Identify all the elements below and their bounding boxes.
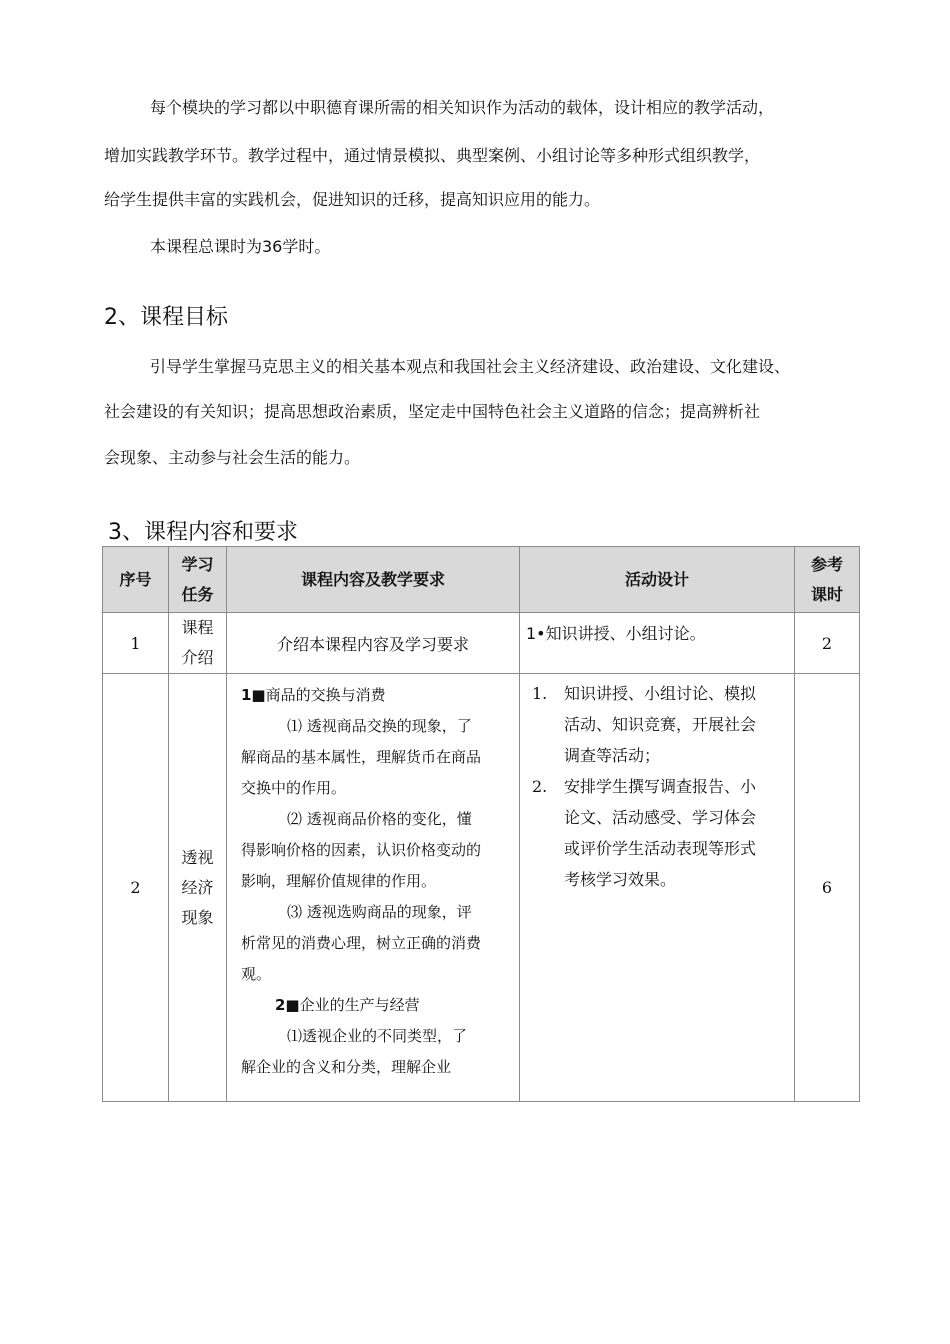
content-p4-line-2: 解企业的含义和分类，理解企业: [241, 1058, 452, 1076]
row-2-task-line-2: 经济: [181, 877, 214, 897]
row-2-no: 2: [103, 674, 169, 1102]
content-p1-line-2: 解商品的基本属性，理解货币在商品: [241, 748, 482, 766]
activity-item-1-marker: 1.: [532, 684, 548, 703]
header-task-line-1: 学习: [181, 554, 214, 574]
activity-item-1-line-2: 活动、知识竞赛，开展社会: [564, 715, 757, 734]
content-item-2-heading: [227, 990, 519, 1021]
row-1-content: 介绍本课程内容及学习要求: [227, 613, 520, 674]
list-item: [532, 771, 786, 895]
row-2-activity: [520, 674, 795, 1102]
activity-item-2-marker: 2.: [532, 777, 548, 796]
table-row: [103, 674, 860, 1102]
header-content: 课程内容及教学要求: [227, 547, 520, 613]
row-2-task: [169, 674, 227, 1102]
row-2-content: [227, 674, 520, 1102]
goal-line-2: 社会建设的有关知识；提高思想政治素质，坚定走中国特色社会主义道路的信念；提高辨析社: [104, 402, 761, 421]
header-task-line-2: 任务: [181, 584, 214, 604]
total-hours-text: 本课程总课时为36学时。: [150, 237, 331, 256]
activity-item-2-line-3: 或评价学生活动表现等形式: [564, 839, 757, 858]
content-p2-line-2: 得影响价格的因素，认识价格变动的: [241, 841, 482, 859]
header-no: 序号: [103, 547, 169, 613]
intro-line-2: 增加实践教学环节。教学过程中，通过情景模拟、典型案例、小组讨论等多种形式组织教学，: [104, 146, 761, 165]
course-content-table: [102, 546, 860, 1102]
table-header-row: [103, 547, 860, 613]
row-1-task: [169, 613, 227, 674]
activity-list: [520, 674, 794, 895]
goal-line-3: 会现象、主动参与社会生活的能力。: [104, 448, 361, 467]
goal-line-1: 引导学生掌握马克思主义的相关基本观点和我国社会主义经济建设、政治建设、文化建设、: [150, 357, 791, 376]
activity-item-2-line-1: 安排学生撰写调查报告、小: [564, 777, 757, 796]
header-hours-line-2: 课时: [810, 584, 843, 604]
content-item-2-number: 2■: [275, 996, 300, 1014]
content-p3-line-1: ⑶ 透视选购商品的现象，评: [287, 903, 472, 921]
row-1-no: 1: [103, 613, 169, 674]
content-item-1-title: 商品的交换与消费: [265, 686, 386, 704]
activity-item-1-line-3: 调查等活动；: [564, 746, 661, 765]
list-item: [532, 678, 786, 771]
activity-item-2-line-4: 考核学习效果。: [564, 870, 677, 889]
table-row: [103, 613, 860, 674]
intro-line-3: 给学生提供丰富的实践机会，促进知识的迁移，提高知识应用的能力。: [104, 190, 601, 209]
content-p1-line-3: 交换中的作用。: [241, 779, 347, 797]
row-2-hours: 6: [795, 674, 860, 1102]
section-2-heading: 2、课程目标: [104, 305, 228, 330]
content-p3-line-3: 观。: [241, 965, 272, 983]
content-item-2-title: 企业的生产与经营: [299, 996, 420, 1014]
row-1-task-line-2: 介绍: [181, 648, 214, 667]
row-2-task-line-1: 透视: [181, 847, 214, 867]
row-1-task-line-1: 课程: [181, 618, 214, 637]
content-p4-line-1: ⑴透视企业的不同类型，了: [287, 1027, 468, 1045]
content-p1-line-1: ⑴ 透视商品交换的现象，了: [287, 717, 472, 735]
content-p2-line-1: ⑵ 透视商品价格的变化，懂: [287, 810, 472, 828]
header-hours: [795, 547, 860, 613]
header-task: [169, 547, 227, 613]
content-item-1-number: 1■: [241, 686, 266, 704]
content-p3-line-2: 析常见的消费心理，树立正确的消费: [241, 934, 482, 952]
content-p2-line-3: 影响，理解价值规律的作用。: [241, 872, 437, 890]
header-hours-line-1: 参考: [810, 554, 843, 574]
row-1-hours: 2: [795, 613, 860, 674]
header-activity: 活动设计: [520, 547, 795, 613]
row-2-task-line-3: 现象: [181, 907, 214, 927]
section-3-heading: 3、课程内容和要求: [108, 520, 298, 545]
content-item-1-heading: [227, 674, 519, 711]
activity-item-2-line-2: 论文、活动感受、学习体会: [564, 808, 757, 827]
row-1-activity: 1•知识讲授、小组讨论。: [520, 613, 795, 674]
activity-item-1-line-1: 知识讲授、小组讨论、模拟: [564, 684, 757, 703]
intro-line-1: 每个模块的学习都以中职德育课所需的相关知识作为活动的载体，设计相应的教学活动，: [150, 98, 775, 117]
